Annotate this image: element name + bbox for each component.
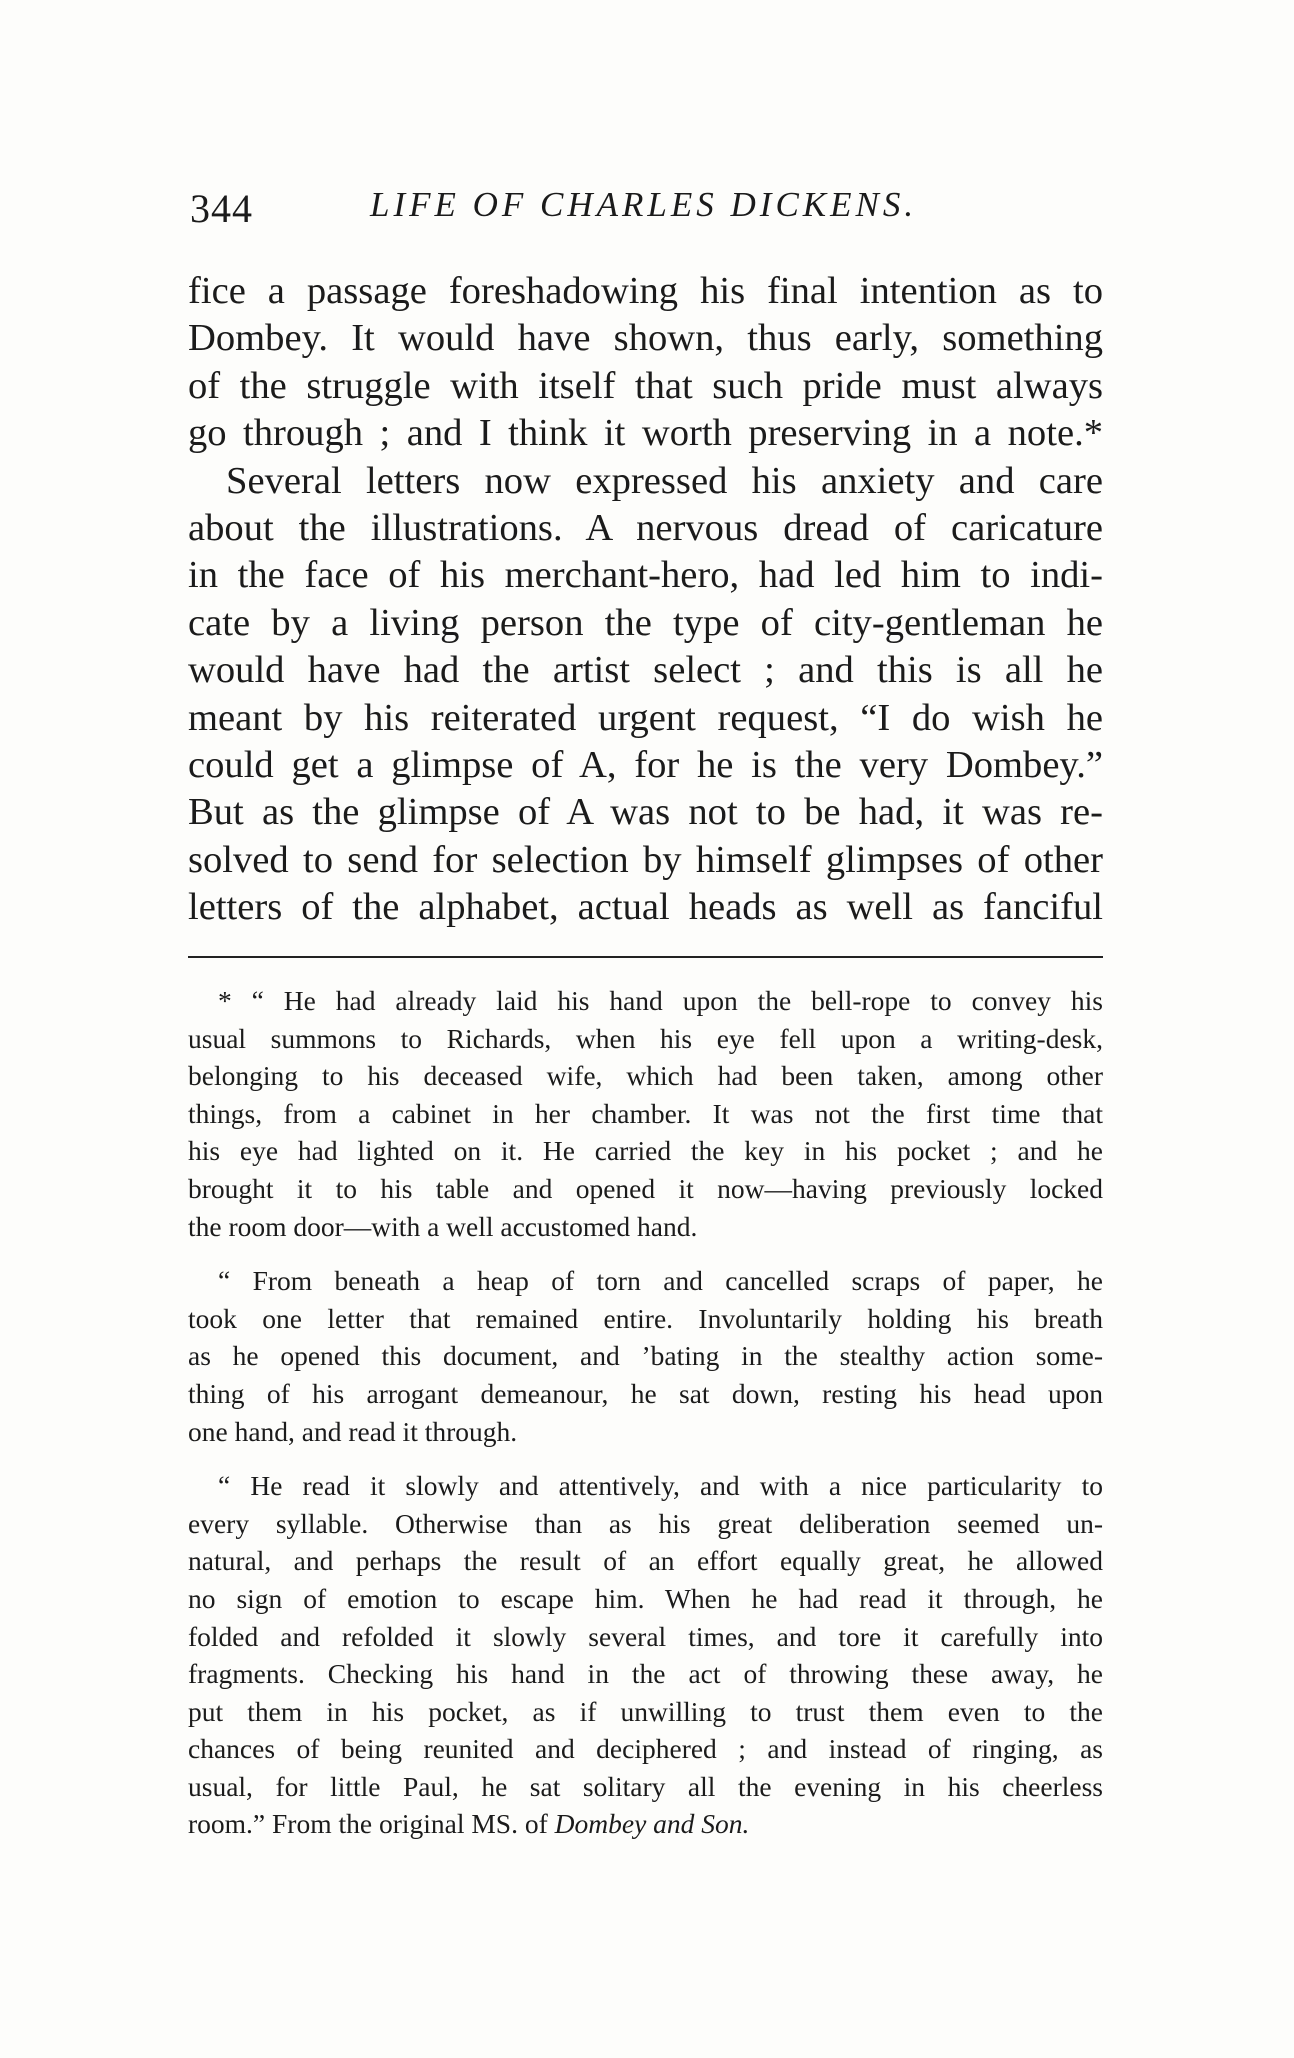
text-line: could get a glimpse of A, for he is the very Dombey.” <box>188 744 1103 787</box>
footnote-line: his eye had lighted on it. He carried the key in his pocket ; and he <box>188 1135 1103 1167</box>
text-line: fice a passage foreshadowing his final intention as to <box>188 270 1103 312</box>
footnote-line: brought it to his table and opened it now—having previously locked <box>188 1172 1103 1204</box>
text-line: Dombey. It would have shown, thus early, something <box>188 317 1103 360</box>
text-line: go through ; and I think it worth preserving in a note.* <box>188 412 1103 455</box>
footnote-line: no sign of emotion to escape him. When he had read it through, he <box>188 1582 1103 1614</box>
footnote-paragraph <box>188 1262 1103 1450</box>
work-title: Dombey and Son. <box>554 1808 750 1840</box>
text-line: meant by his reiterated urgent request, “I do wish he <box>188 696 1103 739</box>
footnote-line: things, from a cabinet in her chamber. It was not the first time that <box>188 1097 1103 1129</box>
footnote-final-text: room.” From the original MS. of <box>188 1808 555 1840</box>
footnote-line: every syllable. Otherwise than as his great deliberation seemed un- <box>188 1507 1103 1539</box>
footnote-line: one hand, and read it through. <box>188 1415 518 1447</box>
footnote-line: the room door—with a well accustomed hand. <box>188 1210 698 1242</box>
footnote-line: * “ He had already laid his hand upon the bell-rope to convey his <box>218 985 1103 1016</box>
main-text <box>188 268 1103 932</box>
footnote-final-line <box>188 1805 1103 1843</box>
footnote <box>188 982 1103 1860</box>
footnote-line: thing of his arrogant demeanour, he sat down, resting his head upon <box>188 1377 1103 1409</box>
footnote-line: folded and refolded it slowly several times, and tore it carefully into <box>188 1620 1103 1652</box>
text-line: But as the glimpse of A was not to be had, it was re- <box>188 791 1103 834</box>
text-line: Several letters now expressed his anxiety and care <box>226 459 1103 502</box>
page-number: 344 <box>190 186 253 231</box>
text-line: about the illustrations. A nervous dread of caricature <box>188 507 1103 550</box>
footnote-line: usual summons to Richards, when his eye fell upon a writing-desk, <box>188 1022 1103 1054</box>
footnote-divider <box>188 956 1103 958</box>
footnote-line: usual, for little Paul, he sat solitary all the evening in his cheerless <box>188 1770 1103 1802</box>
footnote-line: fragments. Checking his hand in the act of throwing these away, he <box>188 1658 1103 1690</box>
text-line: letters of the alphabet, actual heads as well as fanciful <box>188 886 1103 929</box>
text-line: would have had the artist select ; and this is all he <box>188 649 1103 692</box>
text-line: solved to send for selection by himself glimpses of other <box>188 838 1103 881</box>
footnote-line: as he opened this document, and ’bating in the stealthy action some- <box>188 1340 1103 1372</box>
page-header <box>190 185 1105 245</box>
running-head: LIFE OF CHARLES DICKENS. <box>370 185 918 224</box>
footnote-line: belonging to his deceased wife, which had been taken, among other <box>188 1060 1103 1092</box>
footnote-line: “ He read it slowly and attentively, and with a nice particularity to <box>218 1470 1103 1502</box>
text-line: cate by a living person the type of city-gentleman he <box>188 601 1103 644</box>
footnote-line: took one letter that remained entire. Involuntarily holding his breath <box>188 1302 1103 1334</box>
footnote-line: put them in his pocket, as if unwilling to trust them even to the <box>188 1695 1103 1727</box>
text-line: of the struggle with itself that such pride must always <box>188 364 1103 407</box>
text-line: in the face of his merchant-hero, had led him to indi- <box>188 554 1103 597</box>
footnote-line: “ From beneath a heap of torn and cancelled scraps of paper, he <box>218 1265 1103 1297</box>
footnote-line: chances of being reunited and deciphered ; and instead of ringing, as <box>188 1733 1103 1765</box>
footnote-line: natural, and perhaps the result of an effort equally great, he allowed <box>188 1545 1103 1577</box>
footnote-paragraph <box>188 1467 1103 1843</box>
footnote-paragraph <box>188 982 1103 1245</box>
